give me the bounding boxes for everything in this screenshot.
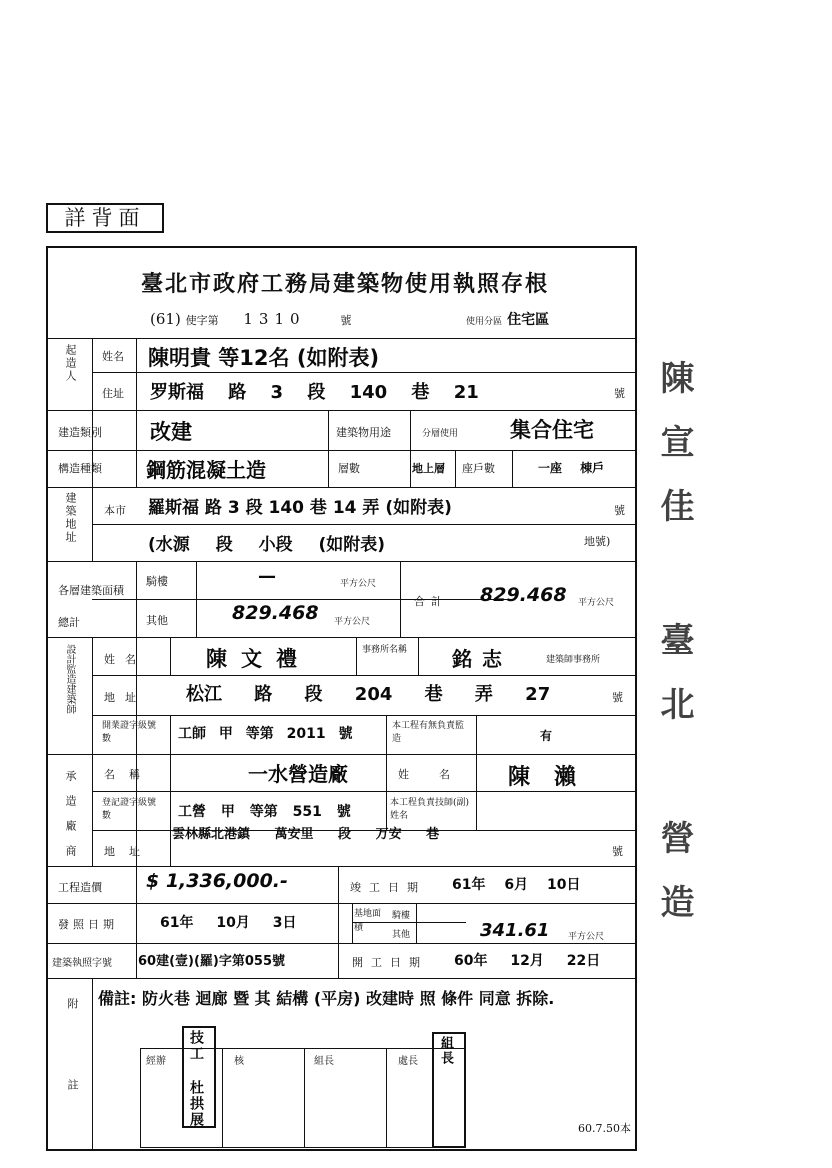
construction-type-value: 改建 xyxy=(150,420,192,444)
rule xyxy=(386,754,387,830)
rule xyxy=(410,410,411,450)
approval-stamp-a-text: 技工 杜拱展 xyxy=(188,1030,204,1128)
rule xyxy=(136,410,137,487)
units-value: 一座 棟戶 xyxy=(538,461,605,475)
architect-group-label: 設計監造建築師 xyxy=(64,644,75,714)
rule xyxy=(136,637,137,867)
rule xyxy=(455,450,456,487)
architect-resp-label: 本工程有無負責監造 xyxy=(392,721,465,744)
contractor-person-label: 姓名 xyxy=(398,768,480,781)
building-use-value: 集合住宅 xyxy=(510,418,594,442)
license-prefix: 使字第 xyxy=(185,314,219,327)
area-value-b: 829.468 xyxy=(232,602,319,624)
rule xyxy=(304,1048,305,1148)
rule xyxy=(328,410,329,487)
rule xyxy=(352,903,353,943)
rule xyxy=(92,524,636,525)
area-label-a: 騎樓 xyxy=(146,575,168,588)
rule xyxy=(386,1048,387,1148)
zone xyxy=(466,309,549,329)
site-line2-suffix: 地號) xyxy=(584,535,611,548)
rule xyxy=(418,637,419,675)
header-tag: 詳背面 xyxy=(46,203,164,233)
base-area-value: 341.61 xyxy=(480,920,550,941)
rule xyxy=(92,978,93,1150)
approval-stamp-b-text: 組長 xyxy=(438,1036,453,1066)
rule xyxy=(196,561,197,637)
margin-text: 陳宣佳 臺北 營造 xyxy=(654,360,694,948)
contractor-address-suffix: 號 xyxy=(612,845,623,858)
rule xyxy=(136,338,137,410)
rule xyxy=(410,450,411,487)
architect-cert-value: 工師 甲 等第 2011 號 xyxy=(178,726,353,742)
rule xyxy=(512,450,513,487)
architect-office-label: 事務所名稱 xyxy=(362,645,408,655)
site-line1-suffix: 號 xyxy=(614,504,625,517)
license-year: (61) xyxy=(150,310,181,328)
issue-label: 發照日期 xyxy=(58,918,118,931)
builder-address-label: 住址 xyxy=(102,387,124,400)
footer-code: 60.7.50本 xyxy=(578,1122,631,1135)
rule xyxy=(170,715,171,755)
issue-value: 61年 10月 3日 xyxy=(160,915,297,931)
sig-col-2: 核 xyxy=(234,1056,244,1067)
zone-label: 使用分區 xyxy=(466,317,503,327)
permit-label: 建築執照字號 xyxy=(52,958,112,969)
rule xyxy=(136,561,137,637)
contractor-address-value: 雲林縣北港鎮 萬安里 段 万安 巷 xyxy=(172,827,440,842)
rule xyxy=(92,487,93,561)
contractor-name-label: 名稱 xyxy=(104,768,154,781)
sig-col-3: 組長 xyxy=(314,1056,334,1067)
builder-name-value: 陳明貴 等12名 (如附表) xyxy=(148,346,380,370)
remark-group-label: 附註 xyxy=(66,998,79,1160)
site-line2: (水源 段 小段 (如附表) xyxy=(148,535,386,555)
construction-type-label: 建造類別 xyxy=(58,426,102,439)
rule xyxy=(400,561,401,637)
license-suffix: 號 xyxy=(340,314,352,327)
builder-address-suffix: 號 xyxy=(614,387,625,400)
contractor-reg-label: 登記證字級號數 xyxy=(102,798,157,821)
rule xyxy=(92,675,636,676)
cost-label: 工程造價 xyxy=(58,881,102,894)
contractor-address-label: 地址 xyxy=(104,845,154,858)
rule xyxy=(170,637,171,675)
base-arcade-label: 騎樓 xyxy=(392,911,411,921)
rule xyxy=(356,637,357,675)
building-use-label: 建築物用途 xyxy=(336,426,391,439)
architect-name-value: 陳文禮 xyxy=(206,647,311,671)
rule xyxy=(92,715,636,716)
start-value: 60年 12月 22日 xyxy=(454,953,601,969)
rule xyxy=(92,791,636,792)
area-total-unit: 平方公尺 xyxy=(578,598,615,608)
architect-cert-label: 開業證字級號數 xyxy=(102,721,157,744)
architect-address-label: 地址 xyxy=(104,691,146,704)
sig-col-1: 經辦 xyxy=(146,1056,166,1067)
site-group-label: 建築地址 xyxy=(64,492,77,544)
cost-value: $ 1,336,000.- xyxy=(146,870,288,892)
contractor-person-value: 陳瀨 xyxy=(508,765,601,790)
rule xyxy=(386,715,387,755)
structure-value: 鋼筋混凝土造 xyxy=(146,458,266,482)
architect-office-value: 銘志 xyxy=(452,647,512,671)
site-line1: 羅斯福 路 3 段 140 巷 14 弄 (如附表) xyxy=(148,498,452,518)
structure-label: 構造種類 xyxy=(58,462,102,475)
area-group-label: 各層建築面積總計 xyxy=(58,584,124,629)
architect-office-suffix: 建築師事務所 xyxy=(546,655,601,665)
area-unit-a: 平方公尺 xyxy=(340,579,377,589)
license-num: 1310 xyxy=(243,310,306,328)
rule xyxy=(136,866,137,978)
permit-value: 60建(壹)(羅)字第055號 xyxy=(138,954,285,969)
area-value-a: — xyxy=(258,566,276,587)
contractor-tech-label: 本工程負責技師(副)姓名 xyxy=(390,798,470,821)
floors-label: 層數 xyxy=(338,462,360,475)
contractor-name-value: 一水營造廠 xyxy=(248,762,348,786)
contractor-reg-value: 工營 甲 等第 551 號 xyxy=(178,804,351,820)
base-area-label: 基地面積 xyxy=(354,909,382,933)
rule xyxy=(47,978,636,979)
rule xyxy=(416,903,417,943)
builder-group-label: 起造人 xyxy=(64,344,77,383)
builder-address-value: 罗斯福 路 3 段 140 巷 21 xyxy=(150,382,479,403)
license-number xyxy=(150,310,351,328)
contractor-group-label: 承造廠商 xyxy=(64,770,77,870)
form-title: 臺北市政府工務局建築物使用執照存根 xyxy=(140,271,549,297)
rule xyxy=(170,754,171,866)
rule xyxy=(476,715,477,755)
rule xyxy=(338,866,339,978)
architect-resp-value: 有 xyxy=(540,729,553,743)
area-total-value: 829.468 xyxy=(480,584,567,606)
units-label: 座戶數 xyxy=(462,462,495,475)
site-city: 本市 xyxy=(104,504,126,517)
base-area-unit: 平方公尺 xyxy=(568,932,605,942)
area-label-b: 其他 xyxy=(146,614,168,627)
floors-value: 地上層 xyxy=(412,462,445,475)
architect-name-label: 姓名 xyxy=(104,653,146,666)
area-unit-b: 平方公尺 xyxy=(334,617,371,627)
rule xyxy=(222,1048,223,1148)
completion-label: 竣工日期 xyxy=(350,881,426,894)
sig-col-4: 處長 xyxy=(398,1056,418,1067)
rule xyxy=(92,637,93,867)
architect-address-value: 松江 路 段 204 巷 弄 27 xyxy=(186,684,551,705)
builder-name-label: 姓名 xyxy=(102,350,124,363)
rule xyxy=(92,372,636,373)
zone-value: 住宅區 xyxy=(507,312,550,328)
start-label: 開工日期 xyxy=(352,956,428,969)
base-other-label: 其他 xyxy=(392,930,411,940)
area-total-label: 合計 xyxy=(414,595,448,608)
building-use-small: 分層使用 xyxy=(422,429,459,439)
architect-address-suffix: 號 xyxy=(612,691,623,704)
completion-value: 61年 6月 10日 xyxy=(452,877,581,893)
rule xyxy=(92,599,512,600)
remark-text: 備註: 防火巷 迴廊 暨 其 結構 (平房) 改建時 照 條件 同意 拆除. xyxy=(98,989,555,1008)
rule xyxy=(47,487,636,488)
